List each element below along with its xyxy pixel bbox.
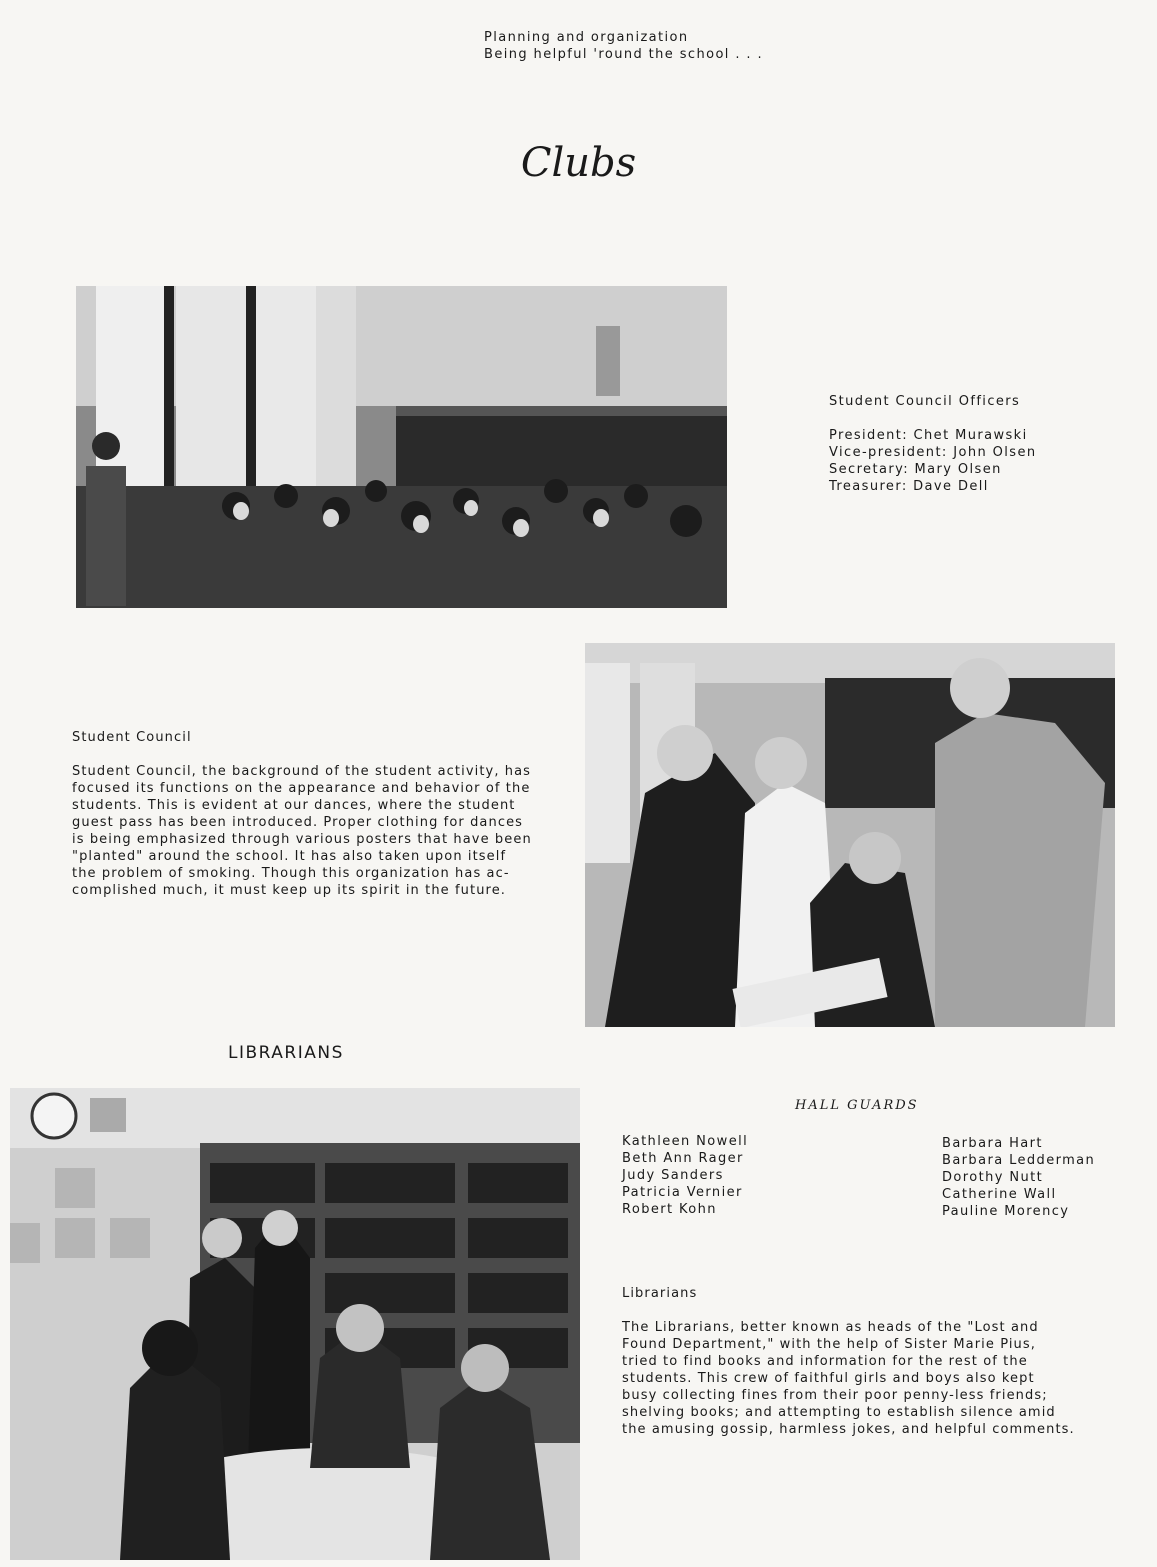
tagline — [484, 29, 763, 63]
librarians-text-heading: Librarians — [622, 1286, 698, 1301]
library-photo — [10, 1088, 580, 1560]
officer-president: President: Chet Murawski — [829, 428, 1028, 443]
hall-guards-column-2 — [942, 1135, 1095, 1220]
officers-list — [829, 427, 1037, 495]
hall-guard-name: Beth Ann Rager — [622, 1151, 744, 1166]
hall-guards-column-1 — [622, 1133, 748, 1218]
council-line: "planted" around the school. It has also taken upon itself — [72, 849, 507, 864]
council-line: is being emphasized through various posters that have been — [72, 832, 532, 847]
hall-guard-name: Barbara Ledderman — [942, 1153, 1096, 1168]
officer-vice-president: Vice-president: John Olsen — [829, 445, 1037, 460]
council-line: focused its functions on the appearance and behavior of the — [72, 781, 531, 796]
officer-treasurer: Treasurer: Dave Dell — [829, 479, 989, 494]
council-line: students. This is evident at our dances, where the student — [72, 798, 516, 813]
hall-guards-heading: HALL GUARDS — [795, 1098, 919, 1113]
student-council-heading: Student Council — [72, 730, 192, 745]
council-officers-photo — [585, 643, 1115, 1027]
hall-guard-name: Kathleen Nowell — [622, 1134, 749, 1149]
officers-block — [829, 393, 1037, 495]
hall-guard-name: Judy Sanders — [622, 1168, 724, 1183]
page-title: Clubs — [520, 140, 637, 186]
tagline-line-1: Planning and organization — [484, 30, 689, 45]
council-line: guest pass has been introduced. Proper clothing for dances — [72, 815, 524, 830]
tagline-line-2: Being helpful 'round the school . . . — [484, 47, 764, 62]
librarians-line: tried to find books and information for the rest of the — [622, 1354, 1028, 1369]
librarians-line: The Librarians, better known as heads of the "Lost and — [622, 1320, 1039, 1335]
hall-guard-name: Robert Kohn — [622, 1202, 717, 1217]
council-line: complished much, it must keep up its spirit in the future. — [72, 883, 507, 898]
officer-secretary: Secretary: Mary Olsen — [829, 462, 1002, 477]
hall-guard-name: Dorothy Nutt — [942, 1170, 1044, 1185]
librarians-block — [622, 1285, 1075, 1438]
librarians-line: students. This crew of faithful girls and boys also kept — [622, 1371, 1035, 1386]
librarians-line: shelving books; and attempting to establish silence amid — [622, 1405, 1056, 1420]
student-council-block — [72, 729, 532, 899]
librarians-line: busy collecting fines from their poor penny-less friends; — [622, 1388, 1048, 1403]
librarians-photo-heading: LIBRARIANS — [228, 1043, 344, 1063]
hall-guard-name: Pauline Morency — [942, 1204, 1070, 1219]
officers-heading: Student Council Officers — [829, 394, 1021, 409]
student-council-meeting-photo — [76, 286, 727, 608]
student-council-paragraph — [72, 763, 532, 899]
council-line: the problem of smoking. Though this organization has ac- — [72, 866, 510, 881]
librarians-line: the amusing gossip, harmless jokes, and helpful comments. — [622, 1422, 1075, 1437]
hall-guard-name: Catherine Wall — [942, 1187, 1057, 1202]
librarians-line: Found Department," with the help of Sister Marie Pius, — [622, 1337, 1037, 1352]
hall-guard-name: Barbara Hart — [942, 1136, 1043, 1151]
council-line: Student Council, the background of the student activity, has — [72, 764, 532, 779]
hall-guard-name: Patricia Vernier — [622, 1185, 743, 1200]
librarians-paragraph — [622, 1319, 1075, 1438]
